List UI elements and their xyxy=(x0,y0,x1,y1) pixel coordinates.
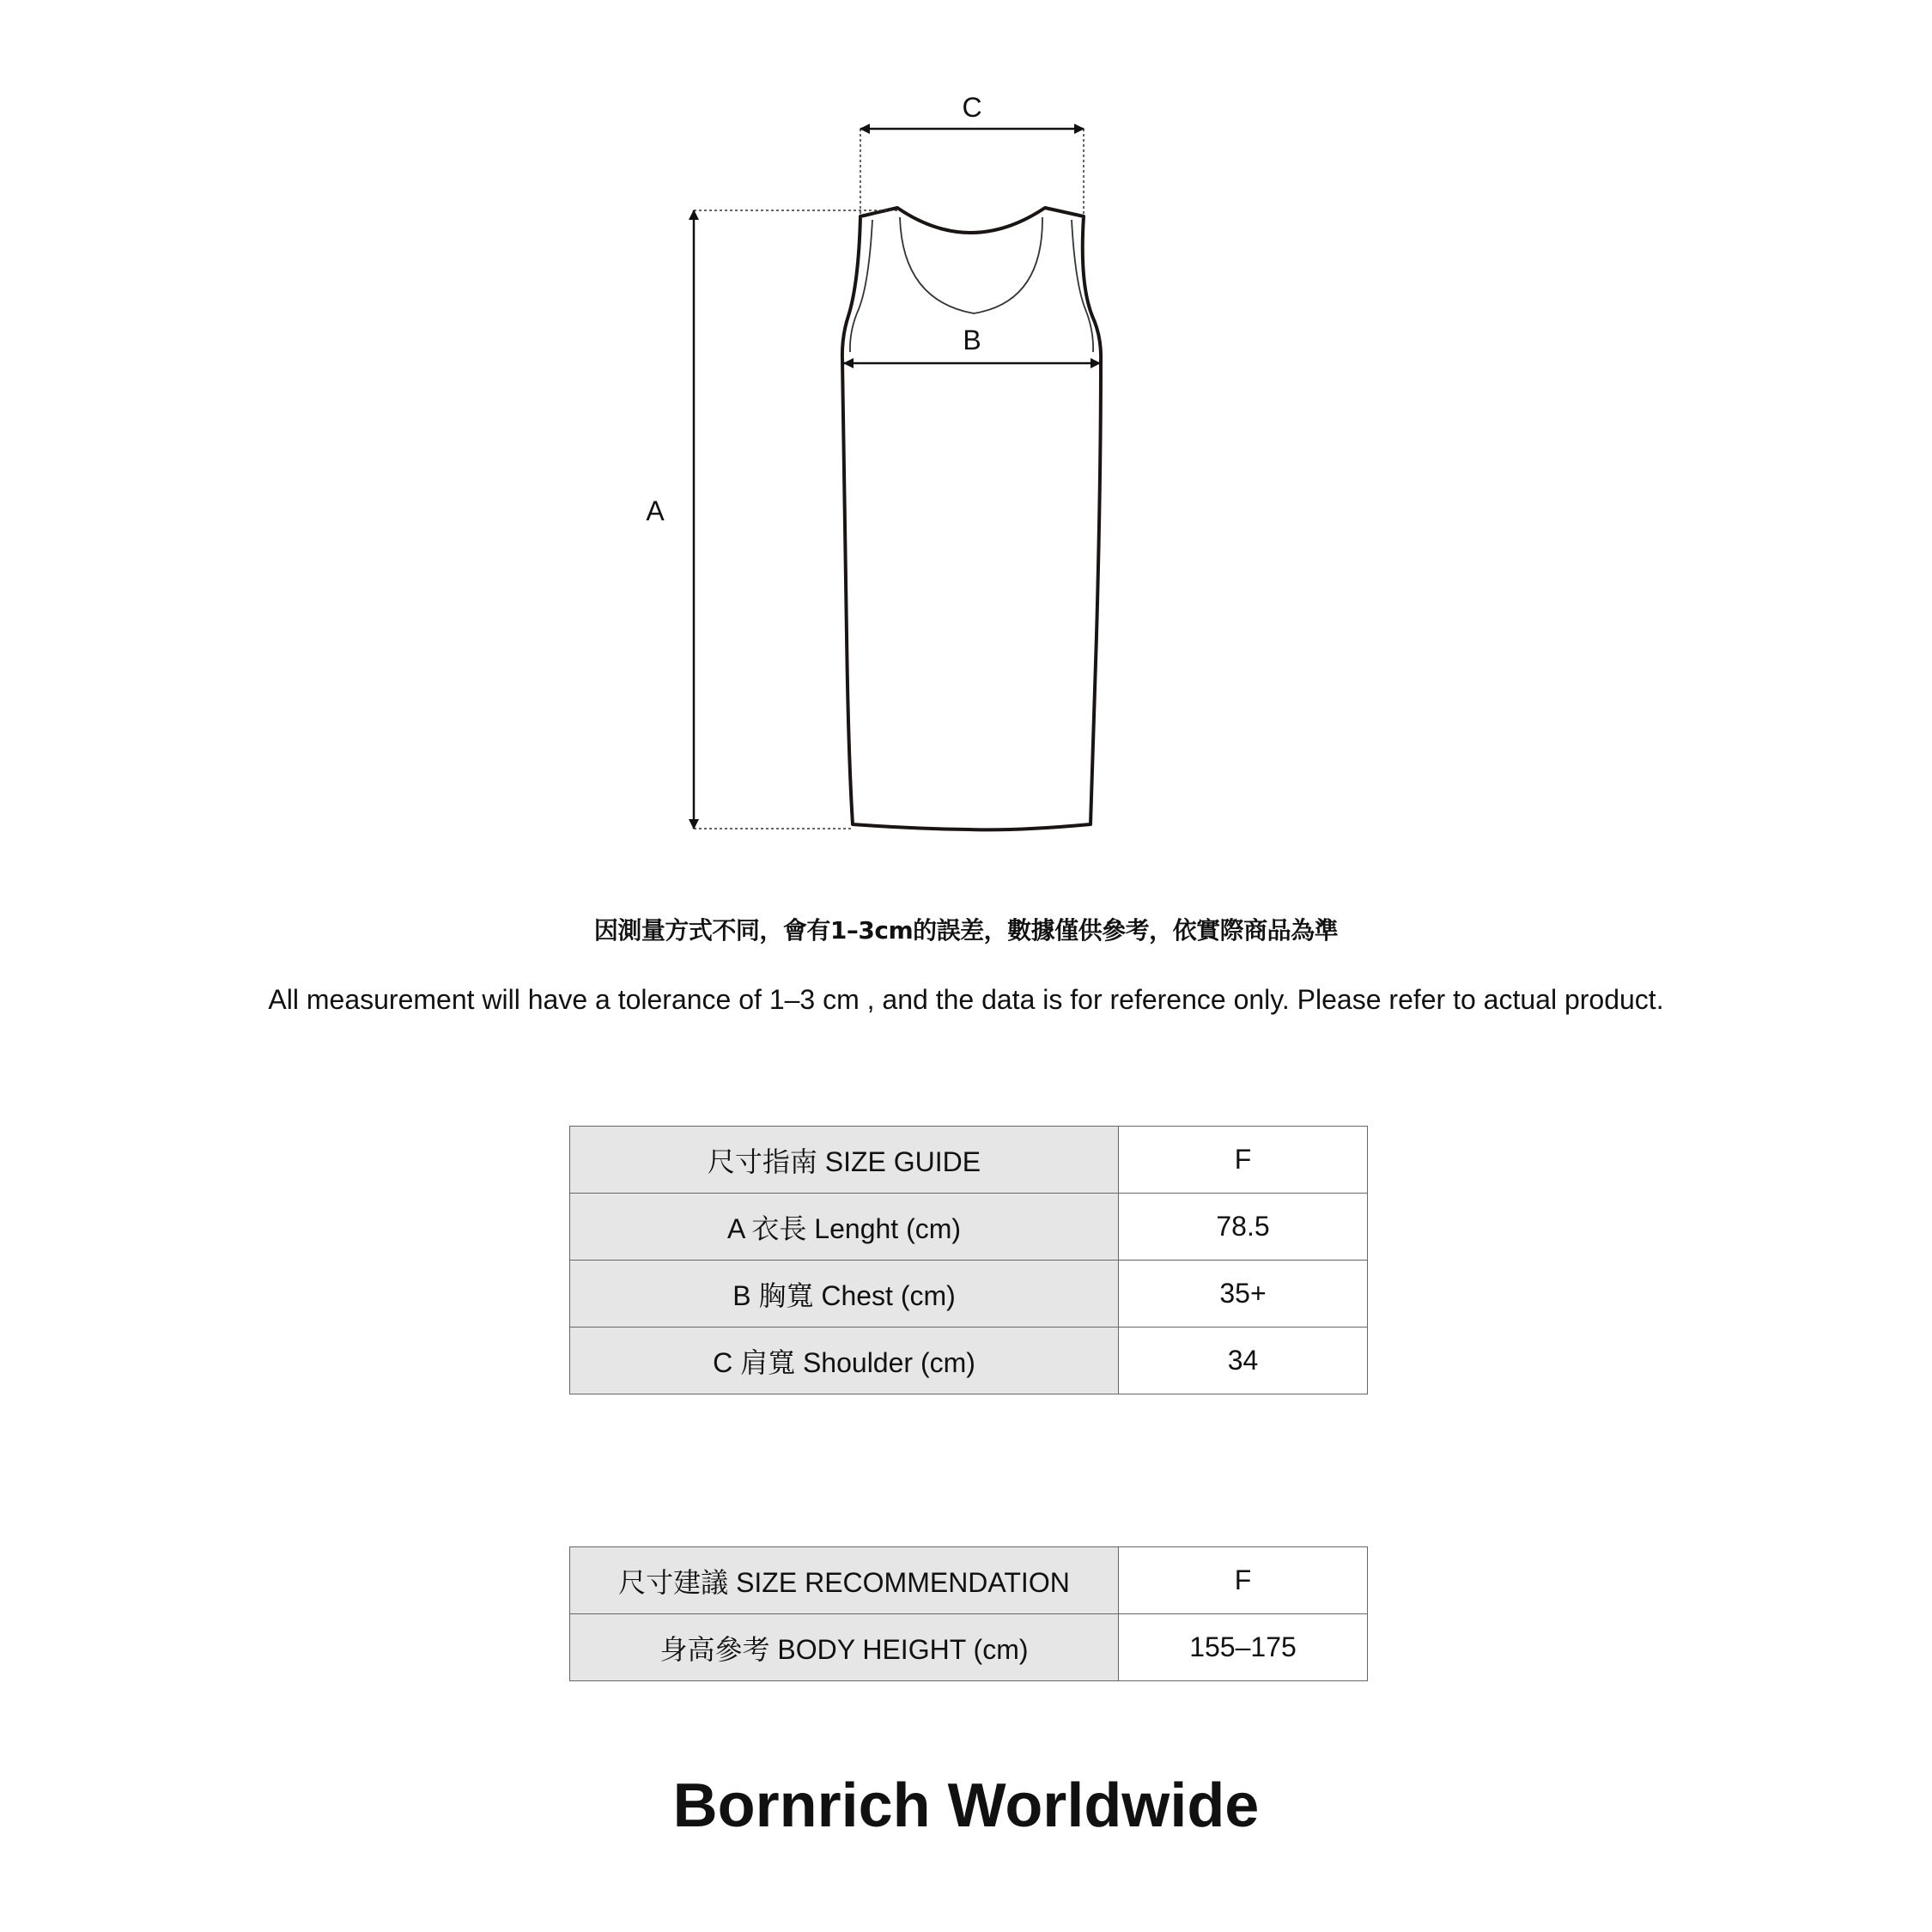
table-header-row xyxy=(570,1547,1368,1614)
table-row xyxy=(570,1327,1368,1394)
size-recommendation-header: 尺寸建議 SIZE RECOMMENDATION xyxy=(570,1547,1119,1614)
garment-diagram xyxy=(0,0,1932,859)
size-recommendation-table xyxy=(569,1546,1368,1681)
table-row xyxy=(570,1261,1368,1327)
tank-dress-outline xyxy=(842,208,1101,829)
body-height-value: 155–175 xyxy=(1119,1614,1368,1681)
tolerance-note-chinese: 因測量方式不同，會有1–3cm的誤差，數據僅供參考，依實際商品為準 xyxy=(593,916,1339,945)
size-guide-table xyxy=(569,1126,1368,1394)
table-row xyxy=(570,1194,1368,1261)
dimension-b-label: B xyxy=(963,325,981,355)
size-guide-header: 尺寸指南 SIZE GUIDE xyxy=(570,1127,1119,1194)
tolerance-note-english: All measurement will have a tolerance of 1–3 cm , and the data is for reference only. Please refer to actual product. xyxy=(268,984,1664,1015)
body-height-label: 身高參考 BODY HEIGHT (cm) xyxy=(570,1614,1119,1681)
chest-label: B 胸寬 Chest (cm) xyxy=(570,1261,1119,1327)
size-column-header: F xyxy=(1119,1127,1368,1194)
dimension-c-label: C xyxy=(962,92,982,123)
length-value: 78.5 xyxy=(1119,1194,1368,1261)
table-header-row xyxy=(570,1127,1368,1194)
shoulder-value: 34 xyxy=(1119,1327,1368,1394)
dimension-a-label: A xyxy=(646,495,665,526)
table-row xyxy=(570,1614,1368,1681)
brand-name: Bornrich Worldwide xyxy=(672,1771,1260,1840)
size-column-header: F xyxy=(1119,1547,1368,1614)
length-label: A 衣長 Lenght (cm) xyxy=(570,1194,1119,1261)
shoulder-label: C 肩寬 Shoulder (cm) xyxy=(570,1327,1119,1394)
chest-value: 35+ xyxy=(1119,1261,1368,1327)
